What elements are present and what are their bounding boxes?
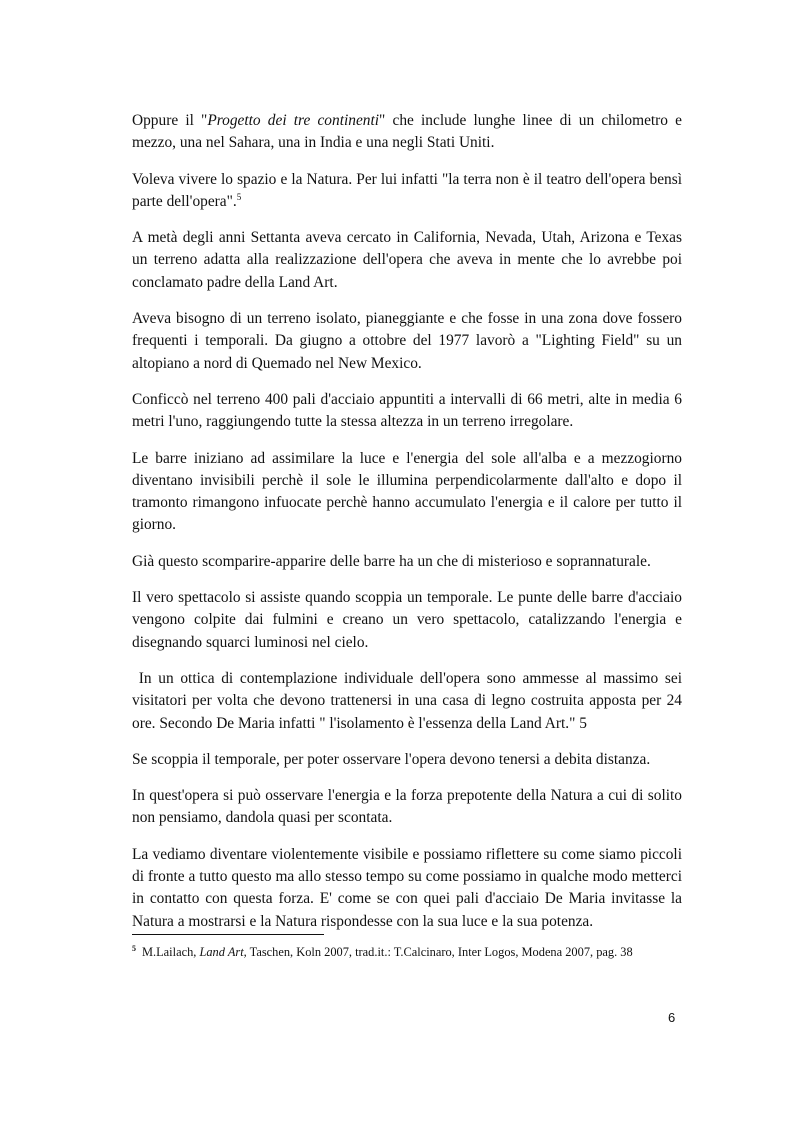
- footnote: [132, 944, 692, 960]
- paragraph-9: [132, 668, 682, 735]
- paragraph-5: Conficcò nel terreno 400 pali d'acciaio appuntiti a intervalli di 66 metri, alte in media 6 metri l'uno, raggiungendo tutte la stessa altezza in un terreno irregolare.: [132, 390, 682, 431]
- paragraph-9-text: In un ottica di contemplazione individuale dell'opera sono ammesse al massimo sei visitatori per volta che devono trattenersi in una casa di legno costruita apposta per 24 ore. Secondo De Maria infatti " l'isolamento è l'essenza della Land Art." 5: [132, 669, 682, 732]
- footnote-title: Land Art,: [199, 945, 247, 959]
- paragraph-11: In quest'opera si può osservare l'energia e la forza prepotente della Natura a cui di solito non pensiamo, dandola quasi per scontata.: [132, 787, 682, 827]
- page-number: 6: [668, 1010, 676, 1025]
- footnote-divider: [132, 934, 324, 935]
- document-body: [132, 110, 682, 947]
- footnote-number: 5: [132, 943, 136, 953]
- footnote-details: Taschen, Koln 2007, trad.it.: T.Calcinaro, Inter Logos, Modena 2007, pag. 38: [246, 945, 633, 959]
- paragraph-1-italic-title: Progetto dei tre continenti: [207, 112, 380, 129]
- paragraph-4: Aveva bisogno di un terreno isolato, pianeggiante e che fosse in una zona dove fossero frequenti i temporali. Da giugno a ottobre del 1977 lavorò a "Lighting Field" su un altopiano a nord di Quemado nel New Mexico.: [132, 310, 682, 372]
- paragraph-7: Già questo scomparire-apparire delle barre ha un che di misterioso e soprannaturale.: [132, 552, 651, 570]
- paragraph-1-text-start: Oppure il ": [132, 112, 208, 129]
- paragraph-12: La vediamo diventare violentemente visibile e possiamo riflettere su come siamo piccoli di fronte a tutto questo ma allo stesso tempo su come possiamo in qualche modo metterci in contatto con questa forza. E' come se con quei pali d'acciaio De Maria invitasse la Natura a mostrarsi e la Natura rispondesse con la sua luce e la sua potenza.: [132, 845, 682, 930]
- paragraph-6: Le barre iniziano ad assimilare la luce e l'energia del sole all'alba e a mezzogiorno diventano invisibili perchè il sole le illumina perpendicolarmente dall'alto e dopo il tramonto rimangono infuocate perchè hanno accumulato l'energia e il calore per tutto il giorno.: [132, 449, 682, 534]
- footnote-reference: 5: [236, 191, 242, 202]
- footnote-author: M.Lailach,: [142, 945, 200, 959]
- paragraph-1-text-end: " che include lunghe linee di un chilometro e mezzo, una nel Sahara, una in India e una negli Stati Uniti.: [132, 112, 683, 152]
- paragraph-8: Il vero spettacolo si assiste quando scoppia un temporale. Le punte delle barre d'acciaio vengono colpite dai fulmini e creano un vero spettacolo, catalizzando l'energia e disegnando squarci luminosi nel cielo.: [132, 589, 682, 651]
- paragraph-10: Se scoppia il temporale, per poter osservare l'opera devono tenersi a debita distanza.: [132, 750, 651, 768]
- paragraph-2-text: Voleva vivere lo spazio e la Natura. Per lui infatti "la terra non è il teatro dell'opera bensì parte dell'opera".: [132, 170, 682, 210]
- paragraph-1: [132, 110, 682, 155]
- paragraph-2: [132, 169, 682, 214]
- paragraph-3: A metà degli anni Settanta aveva cercato in California, Nevada, Utah, Arizona e Texas un terreno adatta alla realizzazione dell'opera che aveva in mente che lo avrebbe poi conclamato padre della Land Art.: [132, 229, 682, 291]
